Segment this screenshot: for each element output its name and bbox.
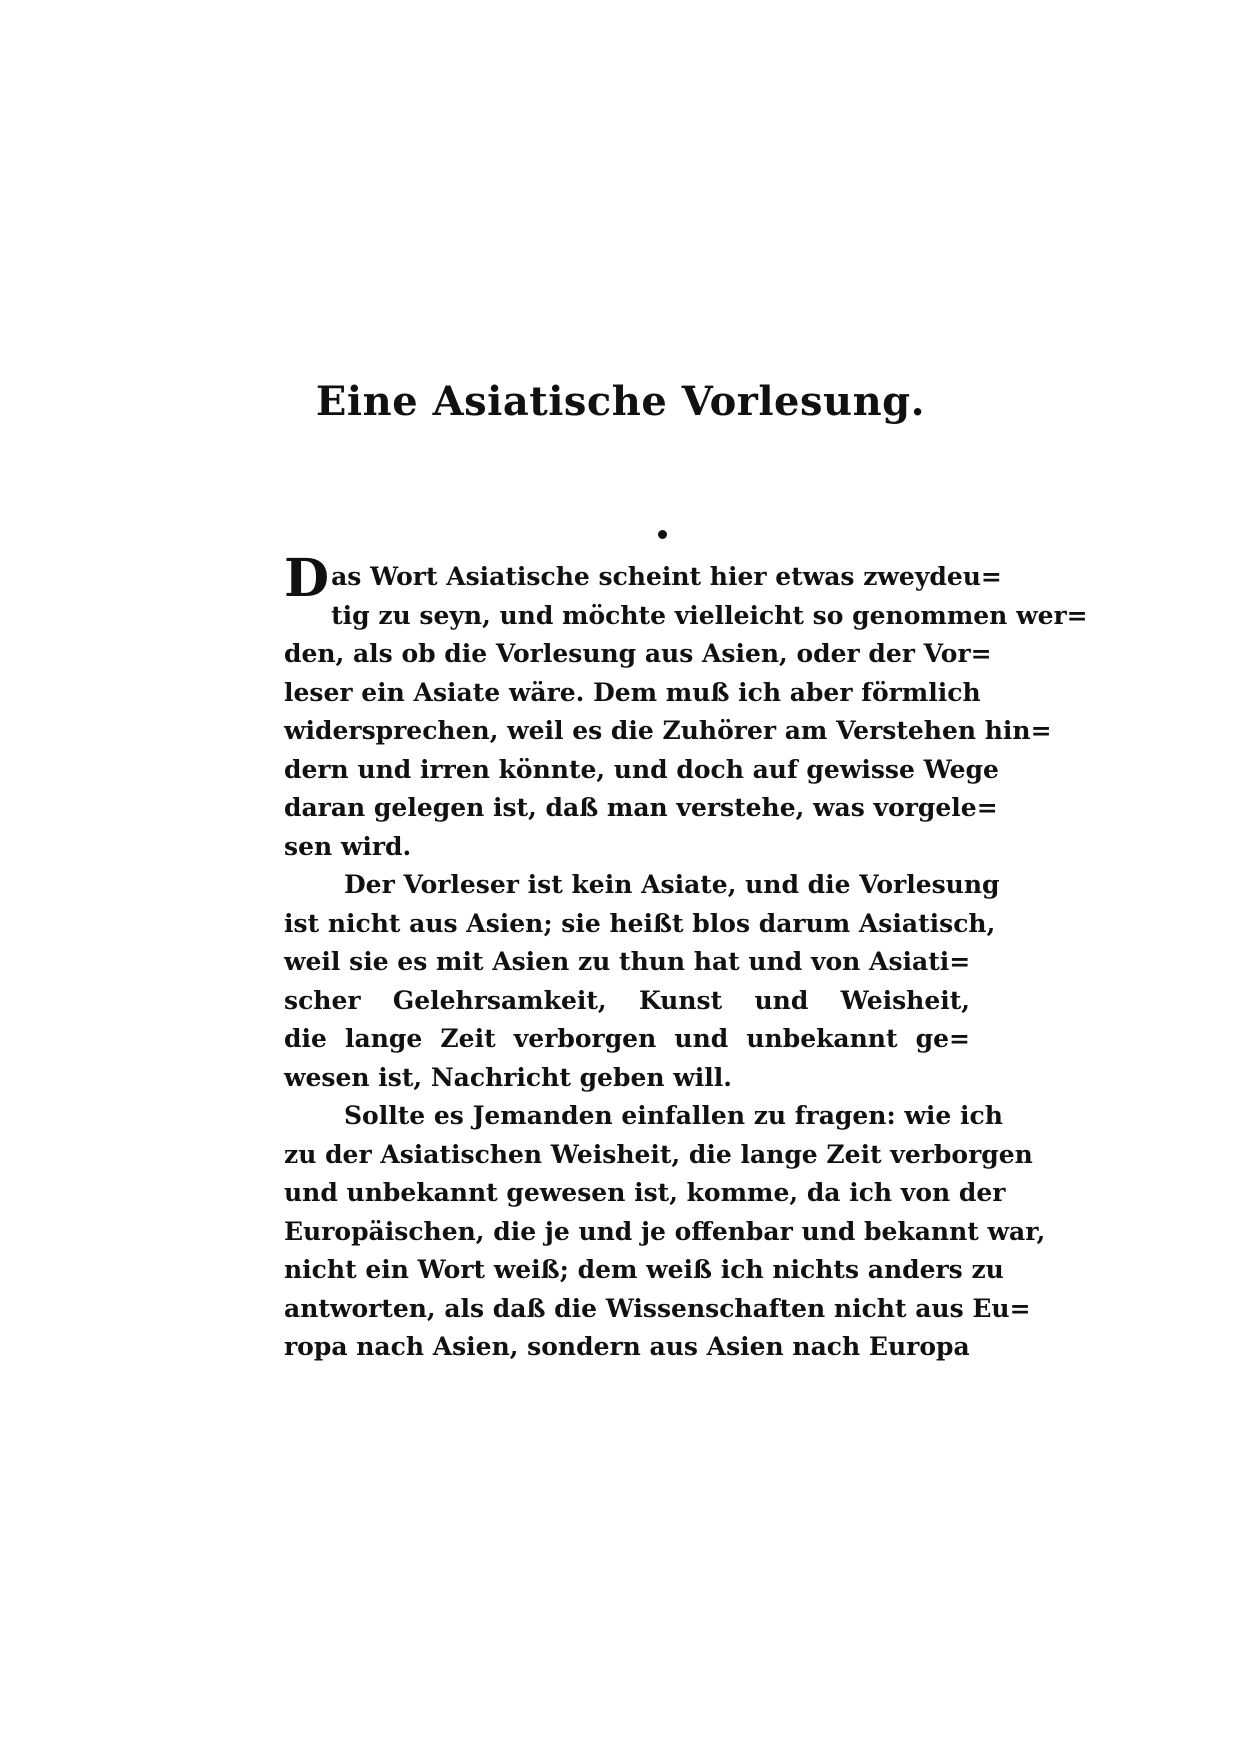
text-line: und unbekannt gewesen ist, komme, da ich von der [284,1178,1006,1207]
text-line: nicht ein Wort weiß; dem weiß ich nichts anders zu [284,1255,1004,1284]
text-line: sen wird. [284,831,412,861]
text-line: leser ein Asiate wäre. Dem muß ich aber förmlich [284,677,981,707]
text-line: weil sie es mit Asien zu thun hat und von Asiati= [284,947,971,976]
paragraph [284,548,1088,866]
text-line: daran gelegen ist, daß man verstehe, was vorgele= [284,793,998,822]
text-line: scher Gelehrsamkeit, Kunst und Weisheit, [284,985,970,1015]
text-line: ropa nach Asien, sondern aus Asien nach Europa [284,1332,970,1361]
paragraph [284,866,1000,1097]
ornament-dot [658,530,667,539]
drop-cap: D [284,548,330,609]
text-line: tig zu seyn, und möchte vielleicht so genommen wer= [331,600,1088,630]
text-line: die lange Zeit verborgen und unbekannt ge= [284,1024,970,1053]
text-line: Der Vorleser ist kein Asiate, und die Vorlesung [344,870,1000,899]
text-line: widersprechen, weil es die Zuhörer am Verstehen hin= [284,716,1052,745]
text-line [284,548,1002,609]
text-line: den, als ob die Vorlesung aus Asien, oder der Vor= [284,639,992,668]
text-line: Europäischen, die je und je offenbar und bekannt war, [284,1216,1046,1246]
chapter-title: Eine Asiatische Vorlesung. [315,378,926,425]
text-line-rest: as Wort Asiatische scheint hier etwas zweydeu= [331,562,1002,591]
text-line: zu der Asiatischen Weisheit, die lange Zeit verborgen [284,1139,1033,1169]
text-line: dern und irren könnte, und doch auf gewisse Wege [284,754,999,784]
text-line: wesen ist, Nachricht geben will. [284,1062,732,1092]
text-line: antworten, als daß die Wissenschaften nicht aus Eu= [284,1293,1031,1323]
body-text [284,548,1088,1367]
paragraph [284,1097,1046,1367]
text-line: ist nicht aus Asien; sie heißt blos darum Asiatisch, [284,908,996,938]
text-line: Sollte es Jemanden einfallen zu fragen: wie ich [344,1101,1003,1130]
